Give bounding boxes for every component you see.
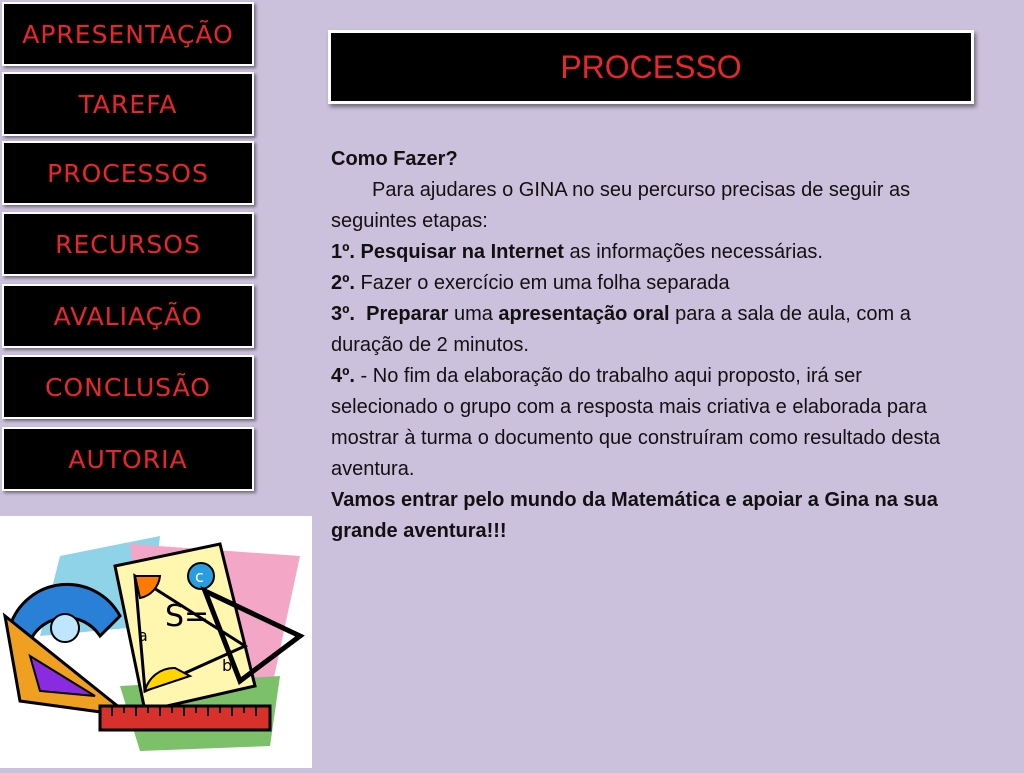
step-3-mid: uma xyxy=(448,303,499,325)
step-1-number: 1º. xyxy=(331,241,355,263)
content-body xyxy=(331,144,971,547)
step-3-bold-1: Preparar xyxy=(366,303,449,325)
step-3-number: 3º. xyxy=(331,303,355,325)
nav-label: TAREFA xyxy=(78,89,178,119)
geometry-clipart xyxy=(0,516,312,768)
step-1-text: as informações necessárias. xyxy=(563,241,823,263)
step-2-number: 2º. xyxy=(331,272,355,294)
geometry-tools-icon xyxy=(0,516,312,768)
nav-label: APRESENTAÇÃO xyxy=(22,19,234,49)
nav-label: CONCLUSÃO xyxy=(45,372,211,402)
label-b: b xyxy=(222,656,233,675)
nav-apresentacao-button[interactable] xyxy=(2,2,254,66)
nav-label: AVALIAÇÃO xyxy=(53,301,203,331)
nav-label: RECURSOS xyxy=(55,229,201,259)
nav-autoria-button[interactable] xyxy=(2,427,254,491)
step-4-number: 4º. xyxy=(331,365,355,387)
content-heading: Como Fazer? xyxy=(331,148,458,170)
nav-processos-button[interactable] xyxy=(2,141,254,205)
step-2-text: Fazer o exercício em uma folha separada xyxy=(354,272,730,294)
page-title: PROCESSO xyxy=(560,48,742,85)
nav-label: PROCESSOS xyxy=(47,158,209,188)
content-intro: Para ajudares o GINA no seu percurso precisas de seguir as seguintes etapas: xyxy=(331,179,911,232)
label-c: c xyxy=(195,567,204,586)
label-a: a xyxy=(138,626,148,645)
label-s: S= xyxy=(165,599,210,634)
page-title-box xyxy=(328,30,974,104)
step-1 xyxy=(331,237,971,268)
nav-tarefa-button[interactable] xyxy=(2,72,254,136)
step-3 xyxy=(331,299,971,361)
closing-text: Vamos entrar pelo mundo da Matemática e apoiar a Gina na sua grande aventura!!! xyxy=(331,489,938,542)
step-4-text: - No fim da elaboração do trabalho aqui proposto, irá ser selecionado o grupo com a resposta mais criativa e elaborada para mostrar à turma o documento que construíram como resultado desta aventura. xyxy=(331,365,941,480)
nav-conclusao-button[interactable] xyxy=(2,355,254,419)
nav-avaliacao-button[interactable] xyxy=(2,284,254,348)
step-3-text: para a sala de aula, com a duração de 2 minutos. xyxy=(331,303,911,356)
nav-recursos-button[interactable] xyxy=(2,212,254,276)
nav-label: AUTORIA xyxy=(68,444,188,474)
step-1-bold: Pesquisar na Internet xyxy=(360,241,564,263)
step-2 xyxy=(331,268,971,299)
step-3-bold-2: apresentação oral xyxy=(498,303,670,325)
step-4 xyxy=(331,361,971,485)
